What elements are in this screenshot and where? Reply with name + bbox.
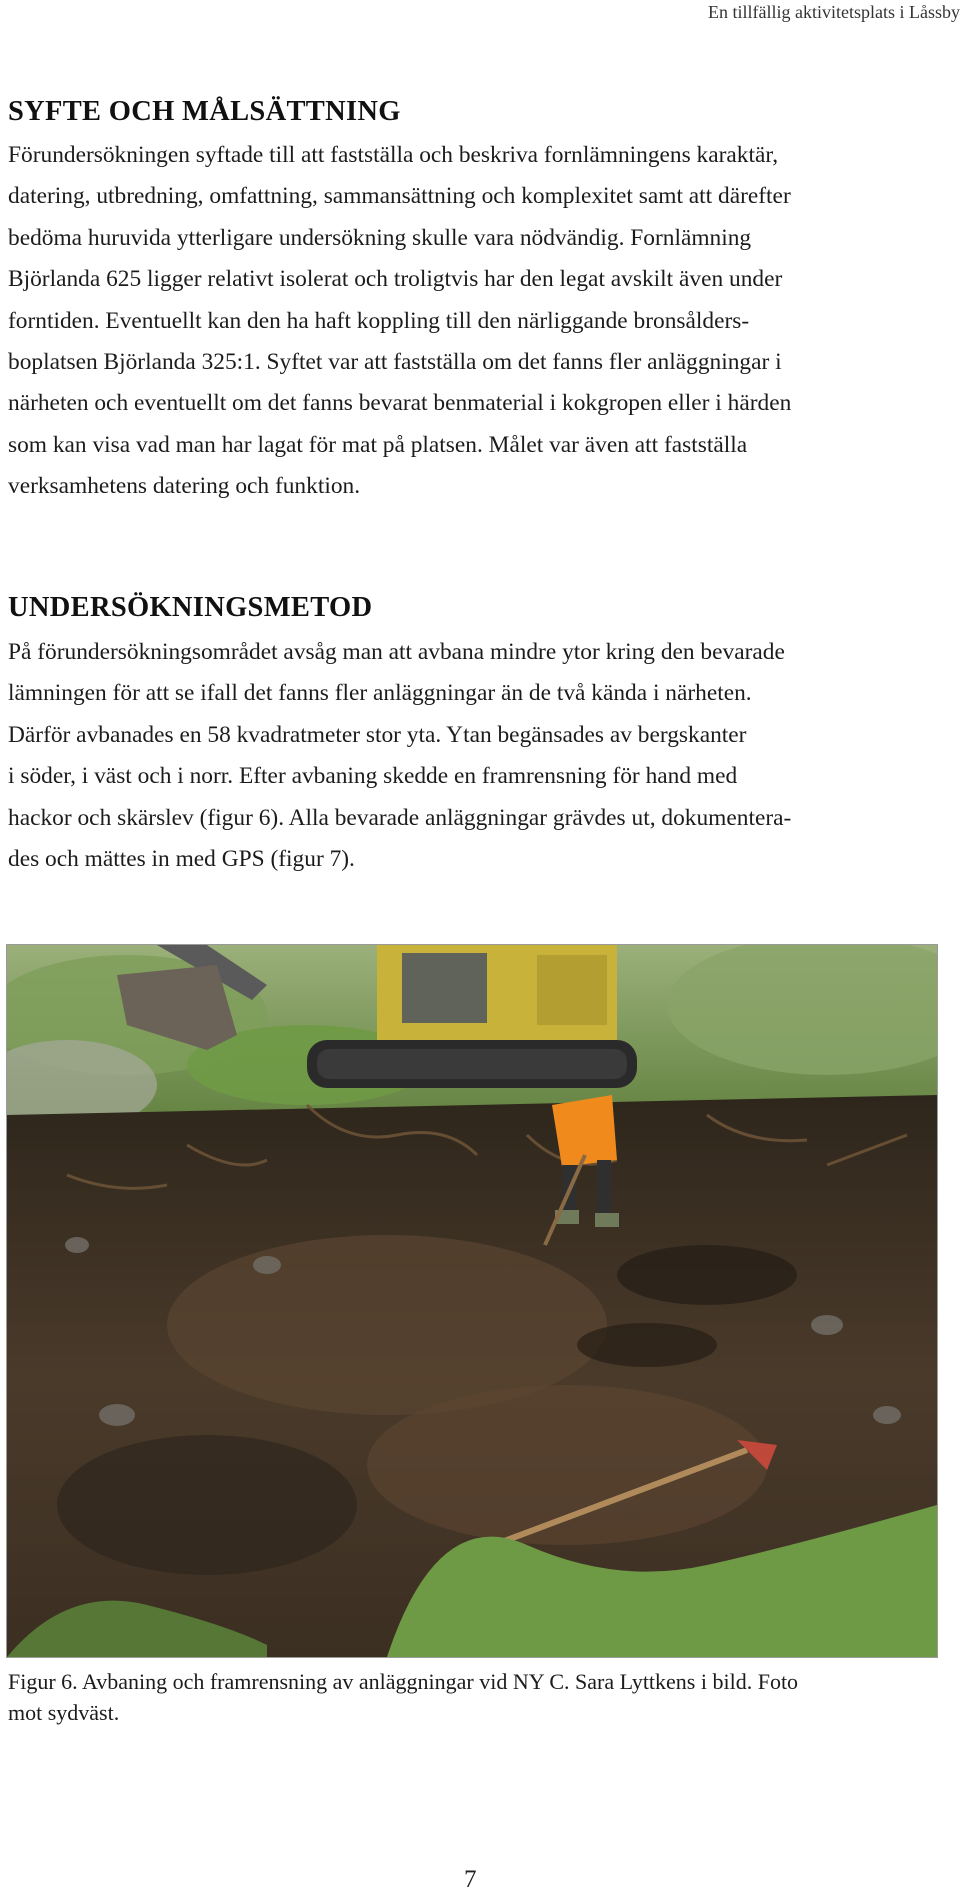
text-line: des och mättes in med GPS (figur 7). xyxy=(8,846,355,873)
text-line: bedöma huruvida ytterligare undersökning skulle vara nödvändig. Fornlämning xyxy=(8,224,752,251)
excavation-photo-illustration xyxy=(7,945,937,1657)
page-number: 7 xyxy=(464,1866,477,1893)
text-line: Förundersökningen syftade till att fastställa och beskriva fornlämningens karaktär, xyxy=(8,142,779,168)
running-header: En tillfällig aktivitetsplats i Låssby xyxy=(708,2,960,22)
section-body-syfte xyxy=(8,135,958,508)
text-line: hackor och skärslev (figur 6). Alla bevarade anläggningar grävdes ut, dokumentera- xyxy=(8,804,792,831)
text-line: Björlanda 625 ligger relativt isolerat och troligtvis har den legat avskilt även under xyxy=(8,266,783,293)
section-body-undersokningsmetod xyxy=(8,632,958,880)
figure-caption xyxy=(8,1666,948,1728)
text-line: som kan visa vad man har lagat för mat på platsen. Målet var även att fastställa xyxy=(8,431,748,458)
caption-line: mot sydväst. xyxy=(8,1700,120,1725)
section-heading-syfte: SYFTE OCH MÅLSÄTTNING xyxy=(8,96,401,127)
text-line: boplatsen Björlanda 325:1. Syftet var att fastställa om det fanns fler anläggningar i xyxy=(8,349,782,376)
text-line: i söder, i väst och i norr. Efter avbaning skedde en framrensning för hand med xyxy=(8,763,738,790)
text-line: datering, utbredning, omfattning, sammansättning och komplexitet samt att därefter xyxy=(8,183,791,210)
section-heading-undersokningsmetod: UNDERSÖKNINGSMETOD xyxy=(8,592,373,623)
text-line: Därför avbanades en 58 kvadratmeter stor yta. Ytan begänsades av bergskanter xyxy=(8,721,747,748)
text-line: verksamhetens datering och funktion. xyxy=(8,473,361,500)
text-line: forntiden. Eventuellt kan den ha haft koppling till den närliggande bronsålders- xyxy=(8,307,750,334)
figure-photo xyxy=(6,944,938,1658)
text-line: närheten och eventuellt om det fanns bevarat benmaterial i kokgropen eller i härden xyxy=(8,390,792,417)
text-line: lämningen för att se ifall det fanns fler anläggningar än de två kända i närheten. xyxy=(8,680,752,707)
caption-line: Figur 6. Avbaning och framrensning av anläggningar vid NY C. Sara Lyttkens i bild. Foto xyxy=(8,1669,799,1694)
text-line: På förundersökningsområdet avsåg man att avbana mindre ytor kring den bevarade xyxy=(8,639,785,665)
